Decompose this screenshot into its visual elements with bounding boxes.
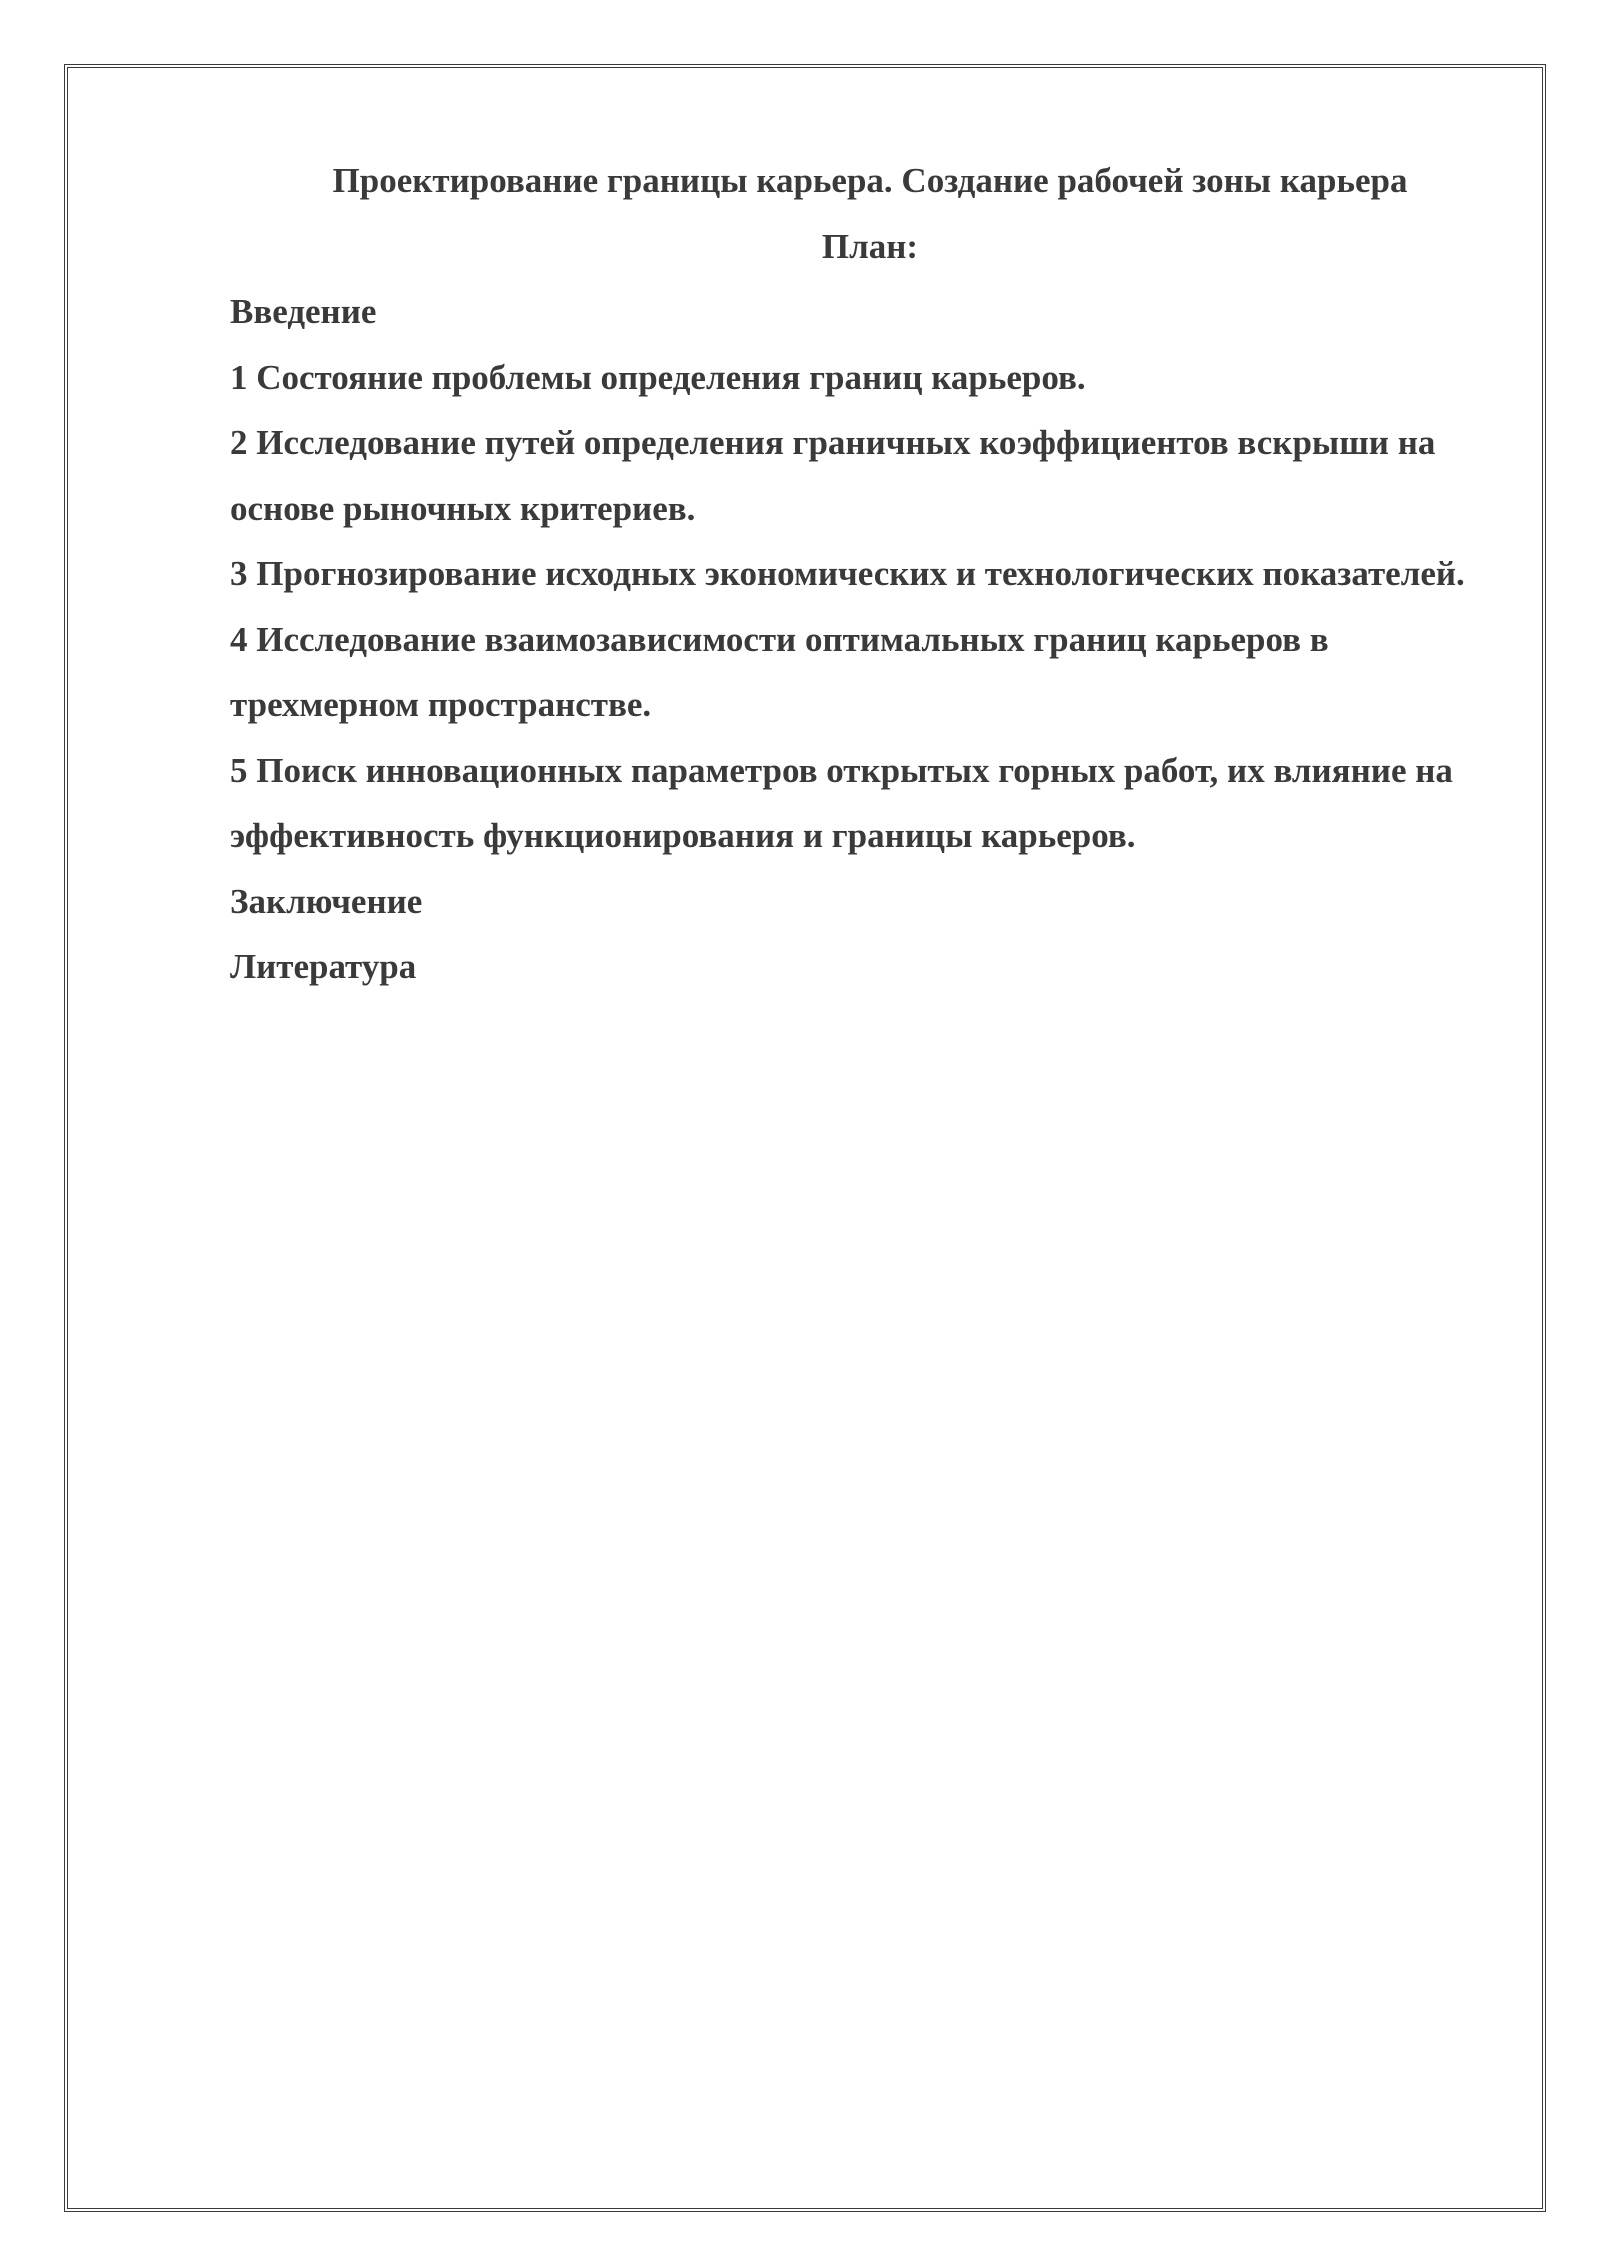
- toc-item-section-4: 4 Исследование взаимозависимости оптимальных границ карьеров в трехмерном пространстве.: [230, 619, 1329, 724]
- document-title: Проектирование границы карьера. Создание рабочей зоны карьера: [332, 161, 1408, 200]
- toc-item-conclusion: Заключение: [230, 881, 423, 921]
- toc-item-introduction: Введение: [230, 292, 377, 331]
- toc-item-section-3: 3 Прогнозирование исходных экономических и технологических показателей.: [230, 554, 1465, 593]
- toc-item-section-1: 1 Состояние проблемы определения границ карьеров.: [230, 357, 1086, 397]
- toc-item-section-2: 2 Исследование путей определения граничных коэффициентов вскрыши на основе рыночных критериев.: [230, 423, 1436, 528]
- toc-item-section-5: 5 Поиск инновационных параметров открытых горных работ, их влияние на эффективность функционирования и границы карьеров.: [230, 750, 1453, 855]
- plan-heading: План:: [821, 226, 919, 266]
- toc-item-literature: Литература: [230, 947, 417, 986]
- document-body: [230, 148, 1490, 1000]
- table-of-contents: [230, 279, 1490, 1000]
